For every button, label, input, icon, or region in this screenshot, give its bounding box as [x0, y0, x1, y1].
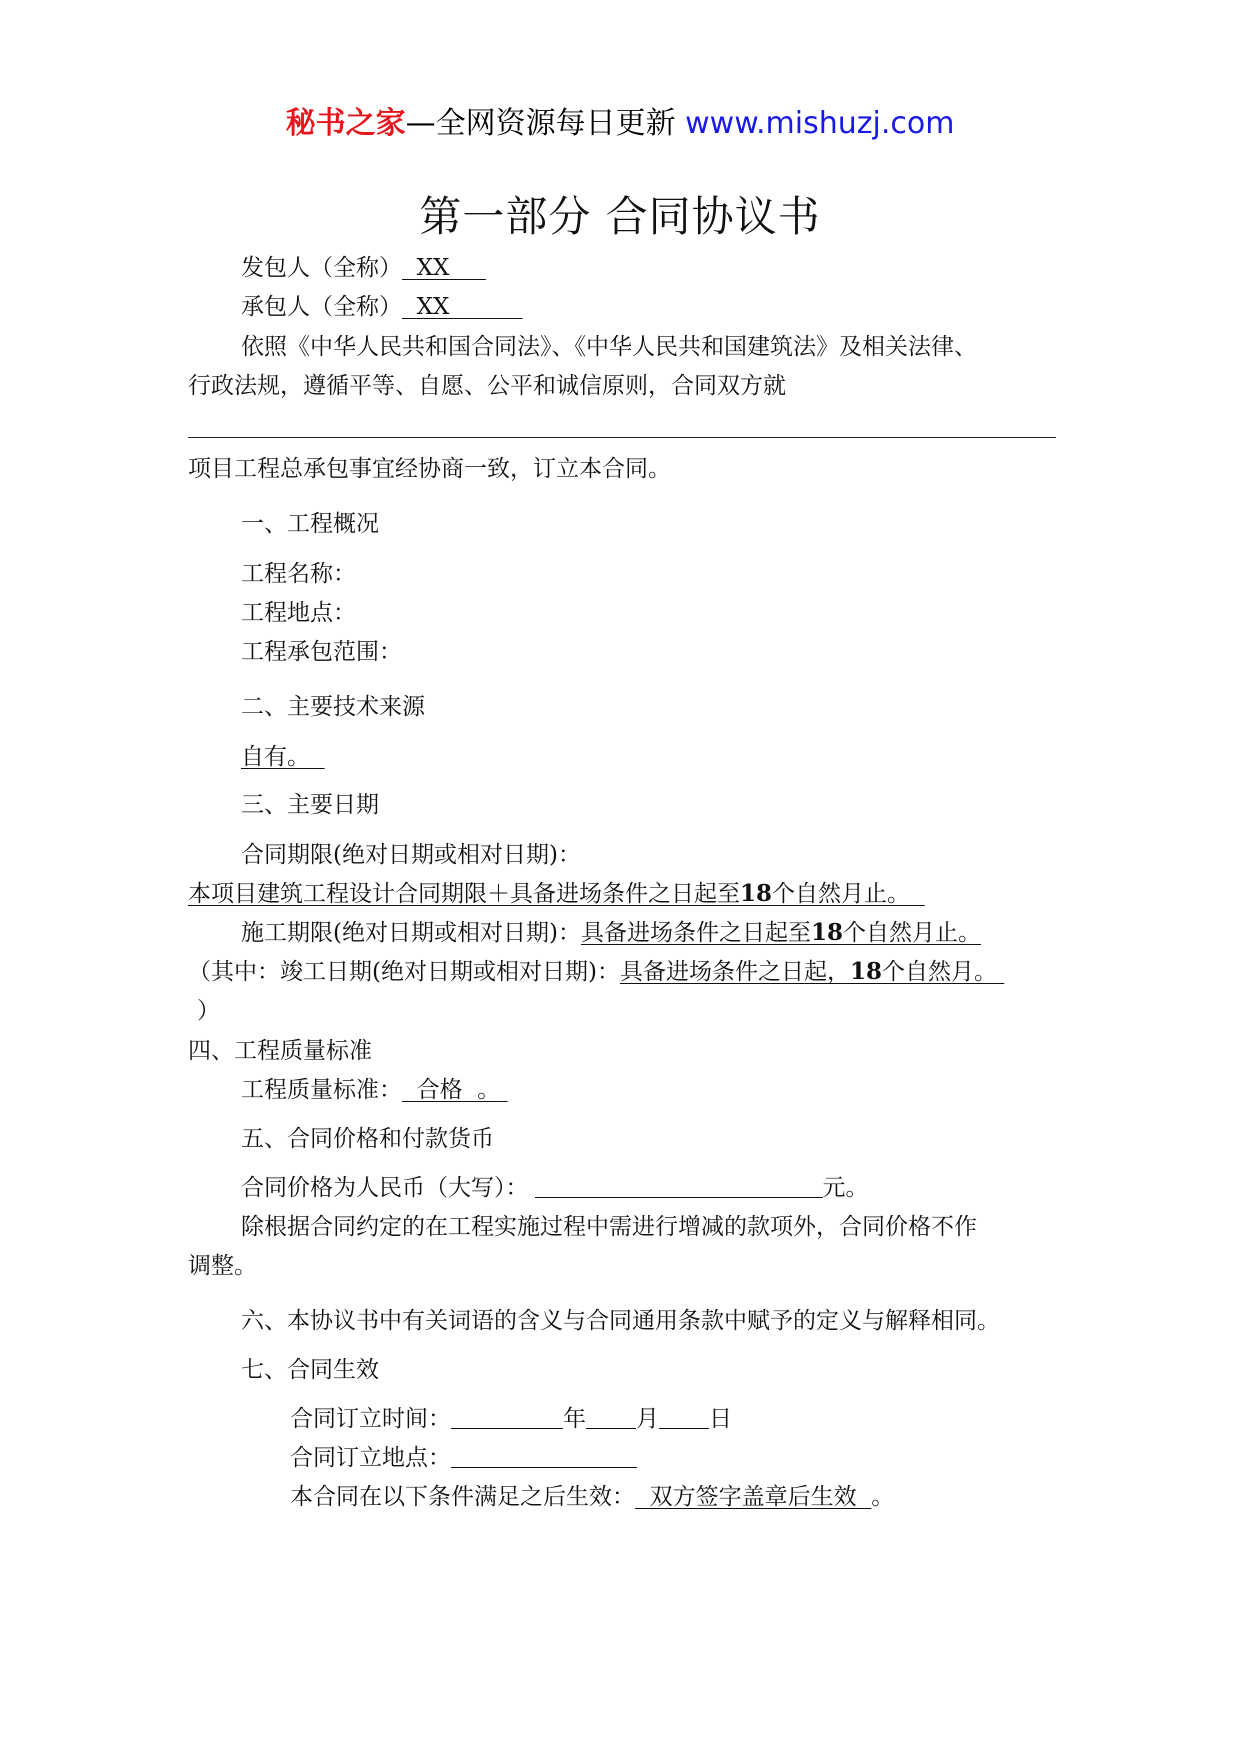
employer-line	[241, 253, 486, 283]
header-tagline: —全网资源每日更新	[405, 106, 686, 141]
preamble-line-1: 依照《中华人民共和国合同法》、《中华人民共和国建筑法》及相关法律、	[241, 334, 977, 360]
month-label: 月	[636, 1406, 659, 1432]
effective-condition-line	[290, 1482, 894, 1512]
effective-condition-label: 本合同在以下条件满足之后生效：	[290, 1484, 635, 1510]
section6-text: 六、本协议书中有关词语的含义与合同通用条款中赋予的定义与解释相同。	[241, 1308, 1000, 1334]
effective-condition-end: 。	[871, 1484, 895, 1510]
completion-date-value: 具备进场条件之日起，18个自然月。	[619, 958, 997, 985]
construction-period-label: 施工期限(绝对日期或相对日期)：	[241, 920, 581, 946]
contract-price-line	[241, 1173, 869, 1203]
price-adjust-note-1: 除根据合同约定的在工程实施过程中需进行增减的款项外，合同价格不作	[241, 1214, 977, 1240]
contractor-line	[241, 292, 523, 322]
completion-date-line	[188, 957, 1004, 987]
completion-date-label: （其中：竣工日期(绝对日期或相对日期)：	[188, 959, 620, 985]
effective-condition-value: 双方签字盖章后生效	[649, 1484, 857, 1510]
construction-period-line	[241, 918, 981, 948]
contract-period-label: 合同期限(绝对日期或相对日期)：	[241, 842, 581, 868]
section1-heading: 一、工程概况	[241, 511, 379, 537]
project-name-blank-line	[188, 437, 1056, 438]
quality-standard-line	[241, 1075, 508, 1105]
employer-value: XX	[416, 255, 450, 281]
completion-date-close: ）	[197, 998, 220, 1024]
quality-standard-value: 合格 。	[416, 1077, 501, 1103]
section3-heading: 三、主要日期	[241, 792, 379, 818]
section4-heading: 四、工程质量标准	[188, 1038, 372, 1064]
section2-heading: 二、主要技术来源	[241, 694, 425, 720]
page-title: 第一部分 合同协议书	[419, 192, 821, 241]
contract-period-value: 本项目建筑工程设计合同期限＋具备进场条件之日起至18个自然月止。	[188, 880, 911, 907]
signing-place-label: 合同订立地点：	[290, 1445, 451, 1471]
employer-label: 发包人（全称）	[241, 255, 402, 281]
section5-heading: 五、合同价格和付款货币	[241, 1126, 494, 1152]
price-adjust-note-2: 调整。	[188, 1253, 257, 1279]
section7-heading: 七、合同生效	[241, 1357, 379, 1383]
signing-time-label: 合同订立时间：	[290, 1406, 451, 1432]
signing-day-blank	[659, 1404, 709, 1429]
header-url-link[interactable]: www.mishuzj.com	[685, 106, 955, 141]
contract-price-blank	[535, 1173, 823, 1198]
day-label: 日	[709, 1406, 732, 1432]
contractor-label: 承包人（全称）	[241, 294, 402, 320]
project-name-label: 工程名称：	[241, 561, 356, 587]
contract-price-label: 合同价格为人民币（大写）：	[241, 1175, 529, 1201]
signing-place-blank	[451, 1443, 637, 1468]
signing-year-blank	[451, 1404, 563, 1429]
site-header	[0, 104, 1240, 144]
signing-place-line	[290, 1443, 637, 1473]
contract-price-unit: 元。	[822, 1175, 869, 1201]
project-scope-label: 工程承包范围：	[241, 639, 402, 665]
contractor-value: XX	[416, 294, 450, 320]
preamble-line-2: 行政法规，遵循平等、自愿、公平和诚信原则，合同双方就	[188, 373, 786, 399]
quality-standard-label: 工程质量标准：	[241, 1077, 402, 1103]
header-brand: 秘书之家	[285, 106, 406, 141]
tech-source-value: 自有。	[241, 744, 310, 770]
signing-month-blank	[586, 1404, 636, 1429]
preamble-line-3: 项目工程总承包事宜经协商一致，订立本合同。	[188, 456, 671, 482]
signing-time-line	[290, 1404, 732, 1434]
construction-period-value: 具备进场条件之日起至18个自然月止。	[580, 919, 981, 946]
project-location-label: 工程地点：	[241, 600, 356, 626]
year-label: 年	[563, 1406, 586, 1432]
